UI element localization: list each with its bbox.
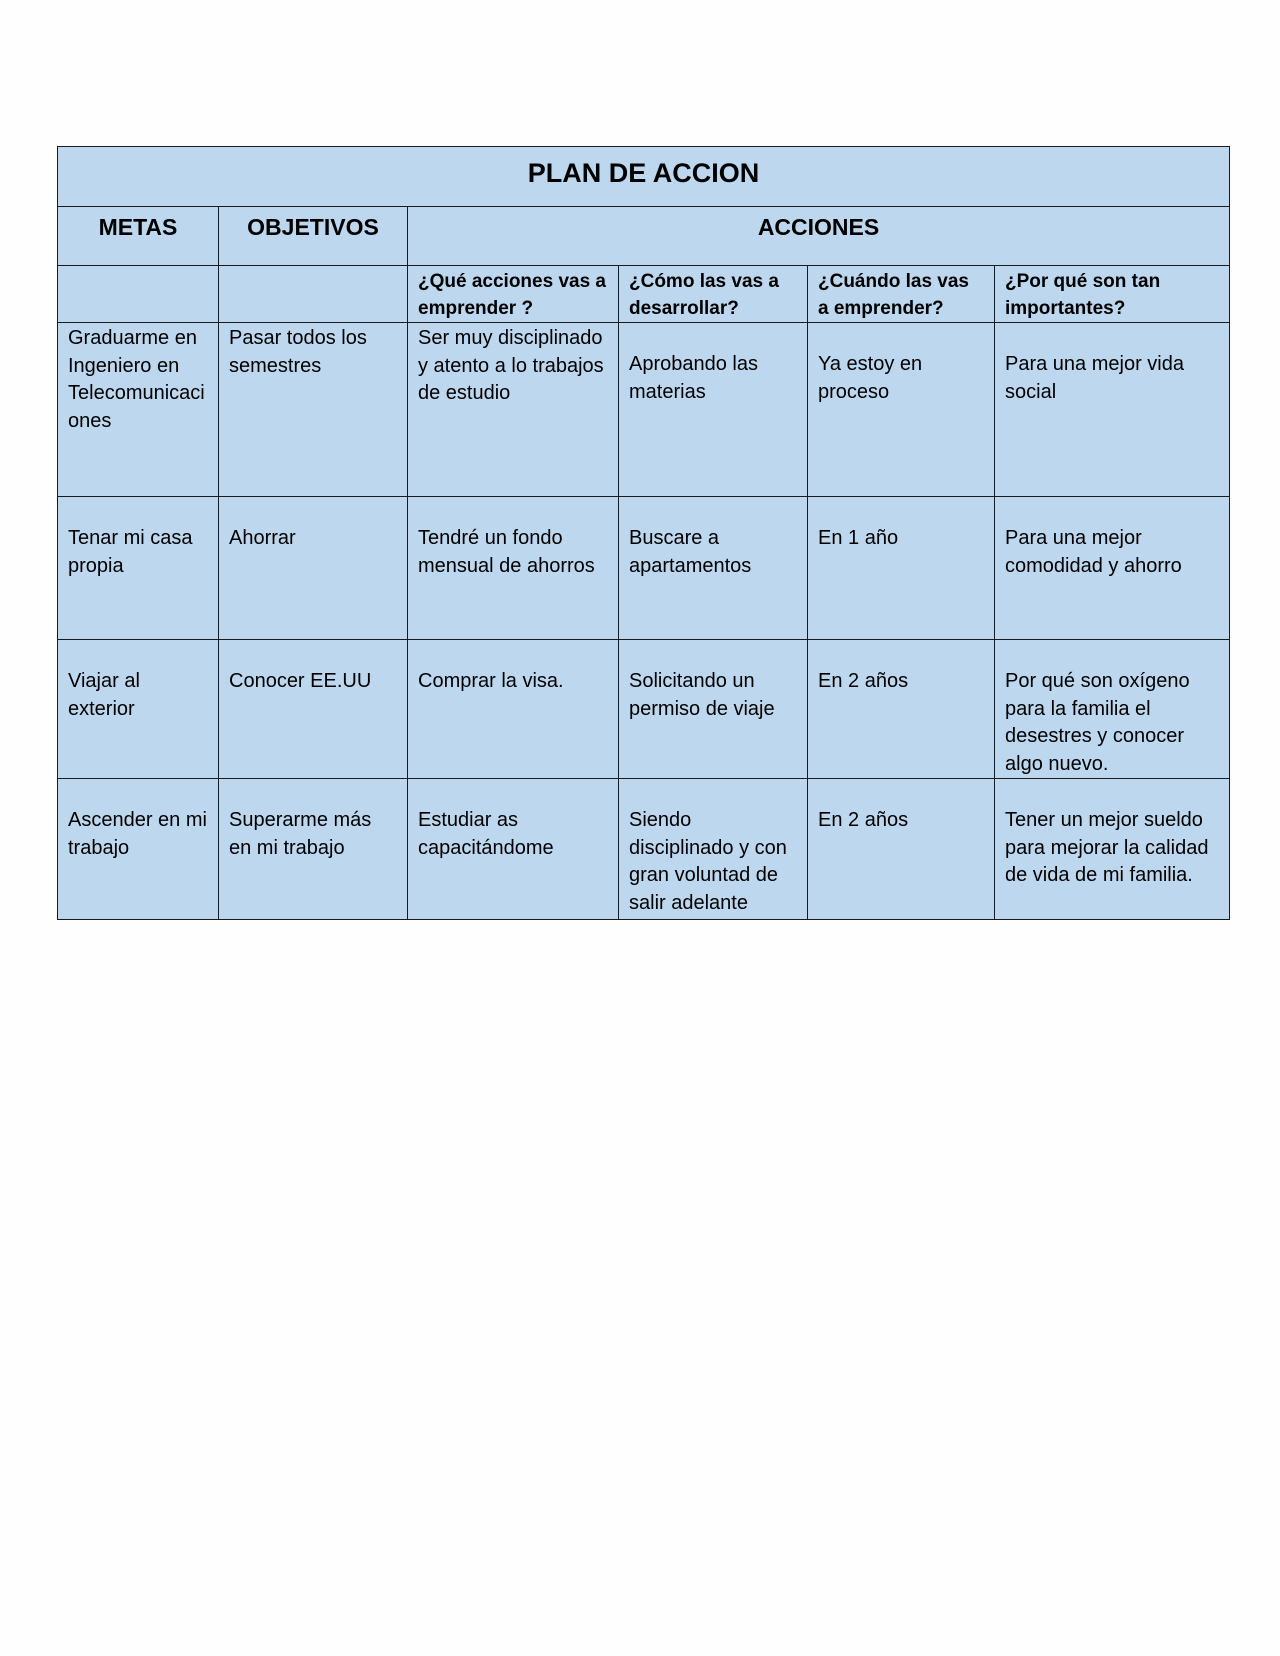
porque-cell: Para una mejor vida social: [995, 323, 1230, 497]
question-que: ¿Qué acciones vas a emprender ?: [408, 266, 619, 323]
table-row: [58, 323, 1230, 497]
meta-cell: Ascender en mi trabajo: [58, 779, 219, 920]
header-objetivos: OBJETIVOS: [219, 207, 408, 266]
header-metas: METAS: [58, 207, 219, 266]
cuando-cell: En 2 años: [808, 779, 995, 920]
como-cell: Siendo disciplinado y con gran voluntad de salir adelante: [619, 779, 808, 920]
como-cell: Aprobando las materias: [619, 323, 808, 497]
meta-cell: Viajar al exterior: [58, 640, 219, 779]
table-row: [58, 640, 1230, 779]
table-title: PLAN DE ACCION: [58, 147, 1230, 207]
porque-cell: Por qué son oxígeno para la familia el desestres y conocer algo nuevo.: [995, 640, 1230, 779]
header-acciones: ACCIONES: [408, 207, 1230, 266]
objetivo-cell: Ahorrar: [219, 497, 408, 640]
como-cell: Solicitando un permiso de viaje: [619, 640, 808, 779]
cuando-cell: En 1 año: [808, 497, 995, 640]
question-como: ¿Cómo las vas a desarrollar?: [619, 266, 808, 323]
question-cuando: ¿Cuándo las vas a emprender?: [808, 266, 995, 323]
como-cell: Buscare a apartamentos: [619, 497, 808, 640]
que-cell: Tendré un fondo mensual de ahorros: [408, 497, 619, 640]
meta-cell: Tenar mi casa propia: [58, 497, 219, 640]
question-row: [58, 266, 1230, 323]
question-porque: ¿Por qué son tan importantes?: [995, 266, 1230, 323]
action-plan-table: [57, 146, 1230, 920]
porque-cell: Para una mejor comodidad y ahorro: [995, 497, 1230, 640]
que-cell: Estudiar as capacitándome: [408, 779, 619, 920]
table-row: [58, 779, 1230, 920]
title-row: [58, 147, 1230, 207]
que-cell: Comprar la visa.: [408, 640, 619, 779]
empty-header-cell: [58, 266, 219, 323]
header-row: [58, 207, 1230, 266]
table-row: [58, 497, 1230, 640]
que-cell: Ser muy disciplinado y atento a lo trabajos de estudio: [408, 323, 619, 497]
empty-header-cell: [219, 266, 408, 323]
porque-cell: Tener un mejor sueldo para mejorar la calidad de vida de mi familia.: [995, 779, 1230, 920]
cuando-cell: Ya estoy en proceso: [808, 323, 995, 497]
meta-cell: Graduarme en Ingeniero en Telecomunicaciones: [58, 323, 219, 497]
objetivo-cell: Superarme más en mi trabajo: [219, 779, 408, 920]
cuando-cell: En 2 años: [808, 640, 995, 779]
objetivo-cell: Conocer EE.UU: [219, 640, 408, 779]
objetivo-cell: Pasar todos los semestres: [219, 323, 408, 497]
